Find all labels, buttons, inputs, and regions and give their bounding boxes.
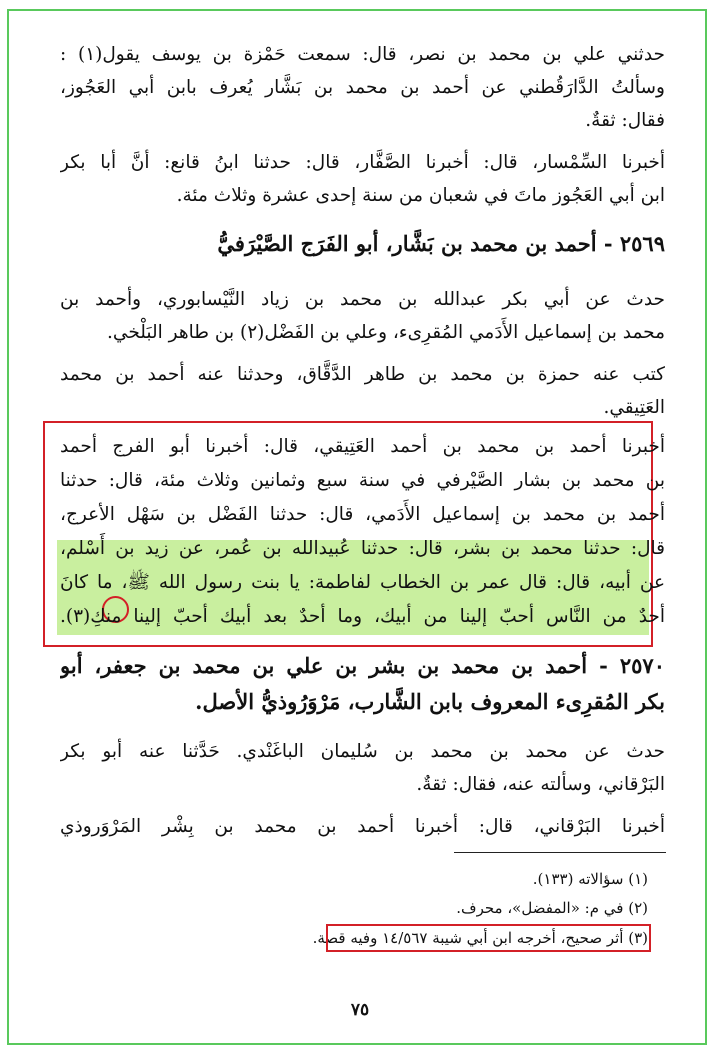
text-line: أخبرنا البَرْقاني، قال: أخبرنا أحمد بن محمد بن بِشْر المَرْوَروذي [60, 816, 665, 837]
paragraph-4 [60, 358, 665, 424]
paragraph-2 [60, 146, 665, 212]
paragraph-7 [60, 810, 665, 843]
heading-line: ٢٥٧٠ - أحمد بن محمد بن بشر بن علي بن محمد بن جعفر، أبو [60, 653, 665, 678]
page-number: ٧٥ [350, 1000, 370, 1020]
paragraph-5-narration [60, 430, 665, 634]
paragraph-1 [60, 38, 665, 137]
heading-line: ٢٥٦٩ - أحمد بن محمد بن بَشَّار، أبو الفَرَج الصَّيْرَفيُّ [217, 231, 665, 256]
footnote-3: (٣) أثر صحيح، أخرجه ابن أبي شيبة ١٤/٥٦٧ وفيه قصة. [312, 929, 648, 947]
footnote-1: (١) سؤالاته (١٣٣). [532, 870, 648, 888]
text-line: حدث عن أبي بكر عبدالله بن محمد بن زياد النَّيْسابوري، وأحمد بن [60, 289, 665, 310]
paragraph-6 [60, 735, 665, 801]
text-line: قال: حدثنا محمد بن بشر، قال: حدثنا عُبيدالله بن عُمر، عن زيد بن أَسْلم، [60, 538, 665, 559]
text-line: أخبرنا السِّمْسار، قال: أخبرنا الصَّفَّار، قال: حدثنا ابنُ قانع: أنَّ أبا بكر [60, 152, 665, 173]
entry-heading-2569 [60, 226, 665, 262]
text-line: كتب عنه حمزة بن محمد بن طاهر الدَّقَّاق، وحدثنا عنه أحمد بن محمد [60, 364, 665, 385]
footnote-divider [454, 852, 666, 853]
text-line: ابن أبي العَجُوز ماتَ في شعبان من سنة إحدى عشرة وثلاث مئة. [176, 185, 665, 206]
text-line: أحمد بن محمد بن إسماعيل الأَدَمي، قال: حدثنا الفَضْل بن سَهْل الأعرج، [60, 504, 665, 525]
text-line: حدث عن محمد بن محمد بن سُليمان الباغَنْدي. حَدَّثنا عنه أبو بكر [60, 741, 665, 762]
text-line: حدثني علي بن محمد بن نصر، قال: سمعت حَمْزة بن يوسف يقول(١) : [60, 44, 665, 65]
text-line: محمد بن إسماعيل الأَدَمي المُقرِىء، وعلي بن الفَضْل(٢) بن طاهر البَلْخي. [107, 322, 665, 343]
footnote-3-highlight-box [326, 924, 651, 952]
heading-line: بكر المُقرِىء المعروف بابن الشَّارب، مَرْوَرُوذيُّ الأصل. [195, 689, 665, 714]
text-line: العَتِيقي. [603, 397, 665, 418]
paragraph-3 [60, 283, 665, 349]
entry-heading-2570 [60, 648, 665, 720]
text-line: أخبرنا أحمد بن محمد بن أحمد العَتِيقي، قال: أخبرنا أبو الفرج أحمد [60, 436, 665, 457]
footnote-2: (٢) في م: «المفضل»، محرف. [456, 899, 648, 917]
text-line: البَرْقاني، وسألته عنه، فقال: ثقةٌ. [416, 774, 665, 795]
text-line: أحدٌ من النَّاس أحبّ إلينا من أبيك، وما أحدٌ بعد أبيك أحبّ إلينا منكِ(٣). [60, 606, 665, 627]
text-line: فقال: ثقةٌ. [585, 110, 665, 131]
text-line: بن محمد بن بشار الصَّيْرفي في سنة سبع وثمانين وثلاث مئة، قال: حدثنا [60, 470, 665, 491]
text-line: عن أبيه، قال: قال عمر بن الخطاب لفاطمة: يا بنت رسول الله ﷺ، ما كانَ [60, 572, 665, 593]
text-line: وسألتُ الدَّارَقُطني عن أحمد بن محمد بن بَشَّار يُعرف بابن أبي العَجُوز، [60, 77, 665, 98]
